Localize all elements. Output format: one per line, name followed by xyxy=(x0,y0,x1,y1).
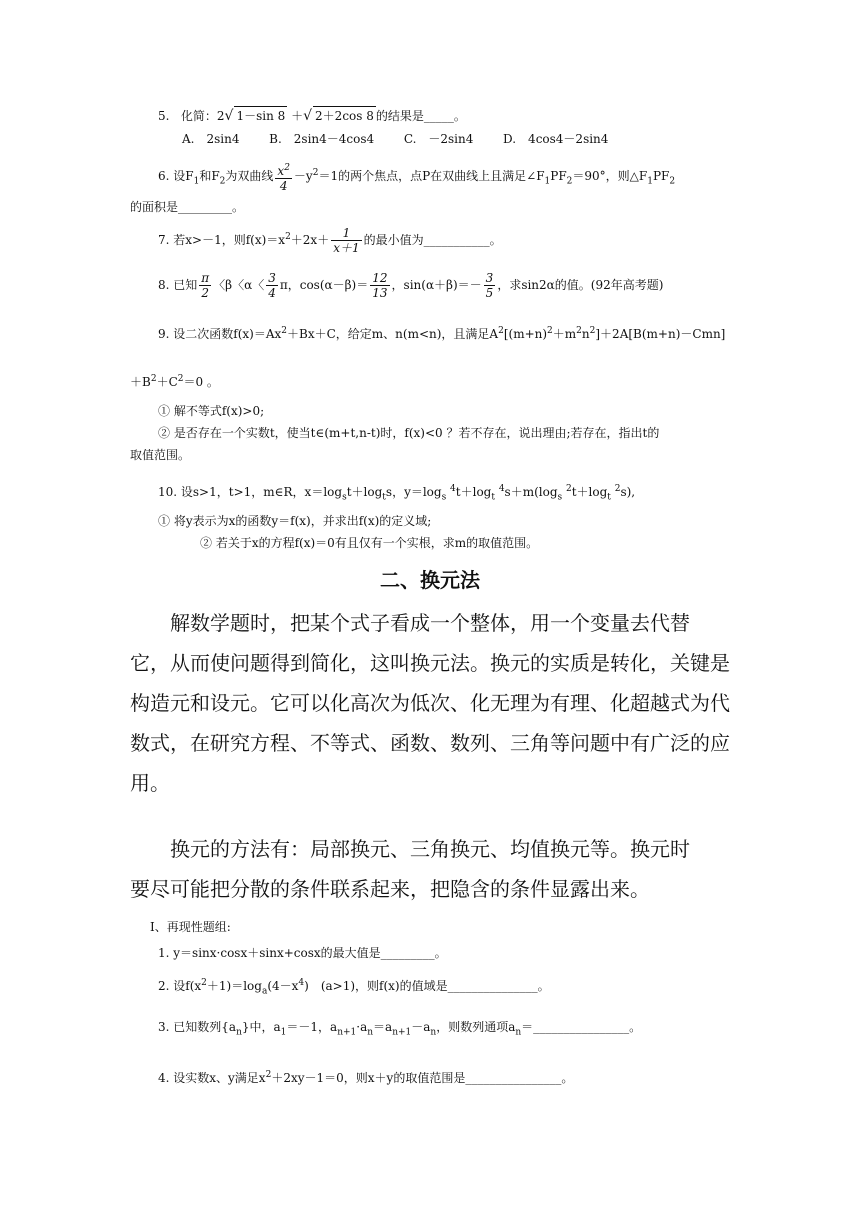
problem-text: ＋B xyxy=(130,375,151,389)
problem-text: π，cos(α－β)＝ xyxy=(279,278,369,292)
subscript: a xyxy=(261,986,268,997)
subscript: t xyxy=(607,492,611,503)
denominator: 5 xyxy=(485,286,494,300)
problem-9-sub-1: ① 解不等式f(x)>0; xyxy=(158,404,265,418)
problem-text: 10. 设s>1，t>1，m∈R，x＝log xyxy=(158,485,343,499)
sqrt-icon: √ xyxy=(224,108,234,124)
subscript: 2 xyxy=(669,176,676,187)
problem-text: ＝90°，则△F xyxy=(572,169,648,183)
radicand: 1－sin 8 xyxy=(234,106,287,125)
problem-text: ＋C xyxy=(156,375,178,389)
denominator: 13 xyxy=(372,286,388,300)
superscript: 2 xyxy=(498,326,504,336)
denominator: 2 xyxy=(201,286,210,300)
problem-text: ＋Bx＋C，给定m、n(m<n)，且满足A xyxy=(287,327,499,341)
subscript: 1 xyxy=(280,1027,287,1038)
superscript: 4 xyxy=(298,978,305,988)
problem-text: ＋m xyxy=(552,327,577,341)
problem-number: 5. xyxy=(158,109,170,123)
problem-text: ＝________________。 xyxy=(521,1020,642,1034)
problem-text: ＋2xy－1＝0，则x＋y的取值范围是________________。 xyxy=(271,1071,574,1085)
option-b: B. 2sin4－4cos4 xyxy=(269,132,375,146)
problem-5-options xyxy=(182,130,608,148)
section-title: 二、换元法 xyxy=(380,568,480,592)
problem-text: 4. 设实数x、y满足x xyxy=(158,1071,266,1085)
subscript: 1 xyxy=(647,176,653,187)
fraction xyxy=(199,271,211,300)
problem-text: ＋2x＋ xyxy=(290,233,330,247)
denominator: 4 xyxy=(268,286,276,300)
problem-text: ，则数列通项a xyxy=(436,1020,516,1034)
problem-text: ＝1的两个焦点，点P在双曲线上且满足∠F xyxy=(318,169,545,183)
problem-text: ＝a xyxy=(373,1020,393,1034)
paragraph-line: 数式，在研究方程、不等式、函数、数列、三角等问题中有广泛的应 xyxy=(130,731,730,755)
problem-10-sub-1: ① 将y表示为x的函数y＝f(x)，并求出f(x)的定义域; xyxy=(158,514,432,528)
fraction xyxy=(266,271,278,300)
problem-text: PF xyxy=(550,169,567,183)
superscript: 2 xyxy=(177,374,184,384)
denominator: 4 xyxy=(279,178,288,193)
problem-text: －a xyxy=(411,1020,431,1034)
problem-9-sub-2: ② 是否存在一个实数t，使当t∈(m+t,n-t)时，f(x)<0 ？若不存在，说出理由;若存在，指出t的 xyxy=(158,426,660,440)
problem-text: s), xyxy=(620,485,636,499)
superscript: 2 xyxy=(284,162,290,173)
problem-text: 2. 设f(x xyxy=(158,979,202,993)
problem-text: n xyxy=(581,327,590,341)
problem-text: s，y＝log xyxy=(385,485,442,499)
problem-text: t＋log xyxy=(571,485,608,499)
problem-text: PF xyxy=(652,169,670,183)
question-1: 1. y＝sinx·cosx＋sinx+cosx的最大值是_________。 xyxy=(158,946,447,960)
subscript: 1 xyxy=(544,176,551,187)
problem-text: 9. 设二次函数f(x)＝Ax xyxy=(158,327,282,341)
fraction xyxy=(275,161,292,193)
subscript: 1 xyxy=(193,176,200,187)
problem-text: －y xyxy=(293,169,313,183)
superscript: 2 xyxy=(285,232,291,242)
paragraph-line: 构造元和设元。它可以化高次为低次、化无理为有理、化超越式为代 xyxy=(130,691,730,715)
superscript: 2 xyxy=(576,326,582,336)
problem-text: }中，a xyxy=(241,1020,281,1034)
problem-9-line-2 xyxy=(130,370,219,391)
superscript: 2 xyxy=(312,168,319,178)
plus-sign: ＋ xyxy=(291,109,304,123)
superscript: 2 xyxy=(589,326,596,336)
subscript: s xyxy=(441,492,447,503)
option-d: D. 4cos4－2sin4 xyxy=(503,132,609,146)
paragraph-line: 它，从而使问题得到简化，这叫换元法。换元的实质是转化，关键是 xyxy=(130,651,730,675)
problem-6-line-2: 的面积是_________。 xyxy=(130,200,245,214)
problem-text: ，求sin2α的值。(92年高考题) xyxy=(497,278,664,292)
question-3 xyxy=(158,1018,641,1041)
subscript: 2 xyxy=(219,176,226,187)
subscript: s xyxy=(342,492,347,503)
numerator: π xyxy=(201,271,210,285)
fraction xyxy=(331,226,361,255)
superscript: 2 xyxy=(150,374,157,384)
problem-text: [(m+n) xyxy=(503,327,548,341)
problem-text: ＝－1，a xyxy=(286,1020,338,1034)
radicand: 2＋2cos 8 xyxy=(313,106,376,125)
superscript: 2 xyxy=(265,1070,272,1080)
problem-8 xyxy=(158,270,663,300)
paragraph-line: 换元的方法有：局部换元、三角换元、均值换元等。换元时 xyxy=(130,837,690,861)
subscript: n xyxy=(236,1027,242,1038)
numerator: 3 xyxy=(485,271,494,285)
numerator: 1 xyxy=(331,226,361,241)
subscript: s xyxy=(557,492,563,503)
question-4 xyxy=(158,1066,573,1087)
numerator: 3 xyxy=(268,271,276,285)
problem-text: 化简：2 xyxy=(180,109,225,123)
numerator: 12 xyxy=(372,271,388,285)
paragraph-line: 要尽可能把分散的条件联系起来，把隐含的条件显露出来。 xyxy=(130,877,650,901)
problem-7 xyxy=(158,222,502,255)
subscript: t xyxy=(382,492,386,503)
problem-5 xyxy=(158,106,466,125)
problem-text: 为双曲线 xyxy=(225,169,274,183)
problem-text: ) (a>1)，则f(x)的值域是_______________。 xyxy=(304,979,550,993)
problem-text: 7. 若x>－1，则f(x)＝x xyxy=(158,233,286,247)
subscript: n+1 xyxy=(392,1027,412,1038)
option-c: C. －2sin4 xyxy=(403,132,474,146)
problem-text: ]＋2A[B(m+n)－Cmn] xyxy=(595,327,726,341)
sqrt-icon: √ xyxy=(303,108,313,124)
problem-text: ＋1)＝log xyxy=(206,979,262,993)
question-2 xyxy=(158,974,550,1000)
fraction xyxy=(370,271,389,300)
problem-6 xyxy=(158,158,675,196)
paragraph-line: 解数学题时，把某个式子看成一个整体，用一个变量去代替 xyxy=(130,611,690,635)
problem-text: ·a xyxy=(356,1020,368,1034)
problem-text: ＝0 。 xyxy=(183,375,219,389)
superscript: 2 xyxy=(201,978,207,988)
problem-text: t＋log xyxy=(346,485,383,499)
paragraph-line: 用。 xyxy=(130,771,170,795)
superscript: 2 xyxy=(547,326,553,336)
superscript: 2 xyxy=(281,326,288,336)
superscript: 2 xyxy=(614,484,621,494)
numerator: x xyxy=(277,163,285,178)
subscript: n xyxy=(515,1027,522,1038)
fraction xyxy=(484,271,496,300)
problem-group-title: Ⅰ、再现性题组: xyxy=(150,920,231,934)
problem-text: 3. 已知数列{a xyxy=(158,1020,237,1034)
denominator: x＋1 xyxy=(333,241,360,255)
superscript: 4 xyxy=(450,484,456,494)
subscript: n xyxy=(367,1027,374,1038)
problem-10-sub-2: ② 若关于x的方程f(x)＝0有且仅有一个实根，求m的取值范围。 xyxy=(200,536,539,550)
problem-text: s＋m(log xyxy=(504,485,558,499)
option-a: A. 2sin4 xyxy=(182,132,240,146)
problem-9-sub-2-line-2: 取值范围。 xyxy=(130,448,191,462)
superscript: 4 xyxy=(498,484,505,494)
problem-10 xyxy=(158,480,635,506)
problem-text: 的结果是_____。 xyxy=(375,109,466,123)
subscript: n+1 xyxy=(337,1027,357,1038)
problem-text: 8. 已知 xyxy=(158,278,198,292)
problem-text: 6. 设F xyxy=(158,169,194,183)
problem-text: t＋log xyxy=(455,485,492,499)
problem-9 xyxy=(158,322,725,343)
subscript: n xyxy=(430,1027,437,1038)
problem-text: (4－x xyxy=(267,979,299,993)
subscript: t xyxy=(491,492,495,503)
superscript: 2 xyxy=(565,484,572,494)
problem-text: 〈β〈α〈 xyxy=(213,278,265,292)
subscript: 2 xyxy=(566,176,573,187)
problem-text: 和F xyxy=(199,169,220,183)
problem-text: 的最小值为___________。 xyxy=(363,233,502,247)
problem-text: ，sin(α＋β)＝－ xyxy=(391,278,482,292)
